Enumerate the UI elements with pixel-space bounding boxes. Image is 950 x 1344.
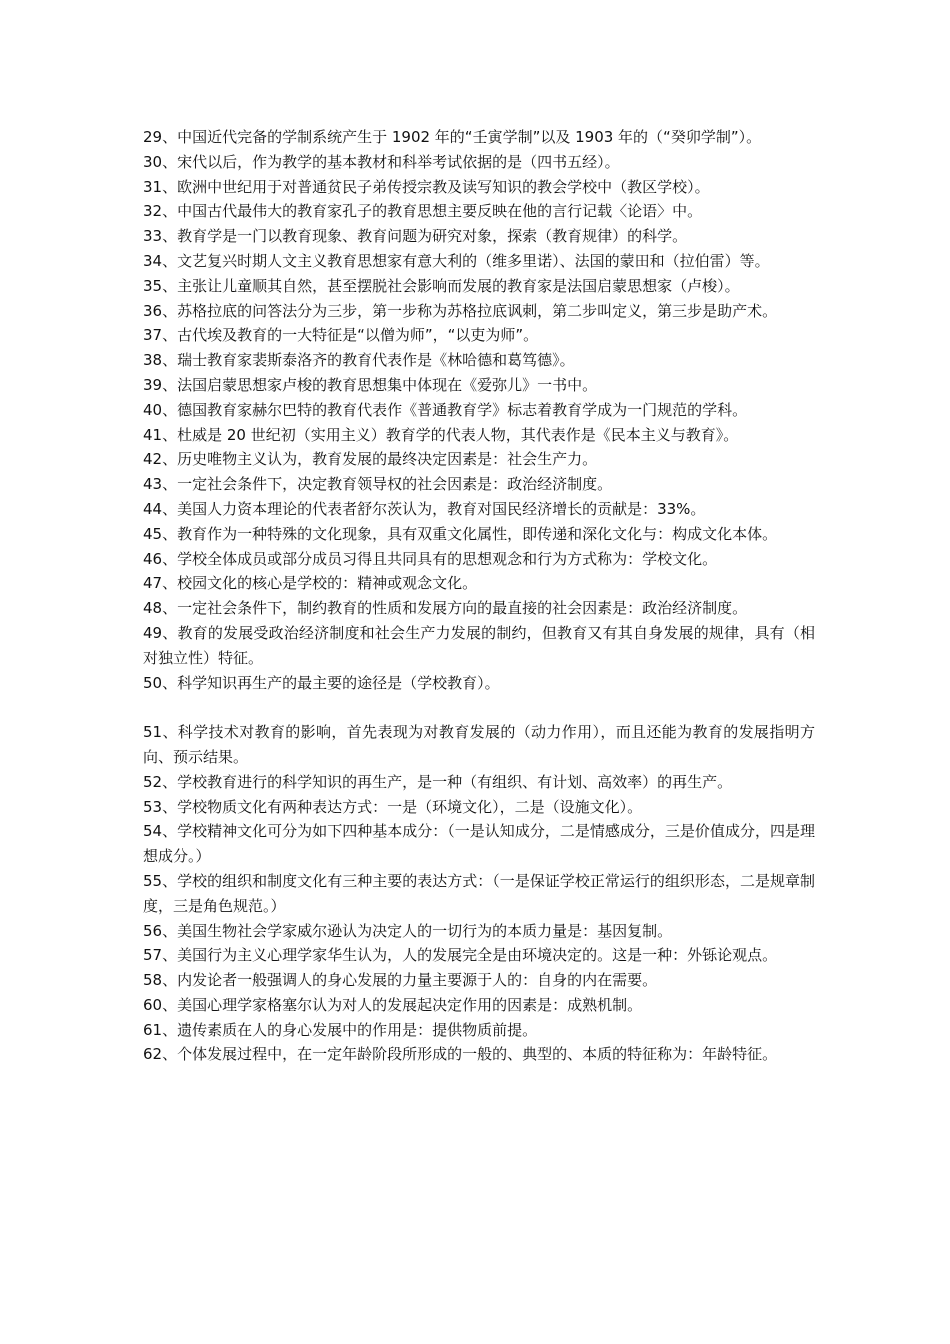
list-item: 61、遗传素质在人的身心发展中的作用是：提供物质前提。 <box>143 1020 538 1039</box>
list-item: 60、美国心理学家格塞尔认为对人的发展起决定作用的因素是：成熟机制。 <box>143 995 643 1014</box>
list-item: 53、学校物质文化有两种表达方式：一是（环境文化），二是（设施文化）。 <box>143 797 643 816</box>
list-item: 54、学校精神文化可分为如下四种基本成分：（一是认知成分，二是情感成分，三是价值成分，四是理想成分。） <box>143 822 815 866</box>
list-item: 35、主张让儿童顺其自然，甚至摆脱社会影响而发展的教育家是法国启蒙思想家（卢梭）。 <box>143 276 740 295</box>
list-item: 49、教育的发展受政治经济制度和社会生产力发展的制约，但教育又有其自身发展的规律，具有（相对独立性）特征。 <box>143 623 815 667</box>
list-item: 48、一定社会条件下，制约教育的性质和发展方向的最直接的社会因素是：政治经济制度。 <box>143 599 748 618</box>
list-item: 55、学校的组织和制度文化有三种主要的表达方式：（一是保证学校正常运行的组织形态，二是规章制度，三是角色规范。） <box>143 871 815 915</box>
list-part-a <box>143 125 815 695</box>
list-item: 39、法国启蒙思想家卢梭的教育思想集中体现在《爱弥儿》一书中。 <box>143 375 598 394</box>
list-part-b <box>143 720 815 1067</box>
list-item: 34、文艺复兴时期人文主义教育思想家有意大利的（维多里诺）、法国的蒙田和（拉伯雷）等。 <box>143 251 770 270</box>
list-item: 33、教育学是一门以教育现象、教育问题为研究对象，探索（教育规律）的科学。 <box>143 227 688 246</box>
list-item: 47、校园文化的核心是学校的：精神或观念文化。 <box>143 574 478 593</box>
list-item: 45、教育作为一种特殊的文化现象，具有双重文化属性，即传递和深化文化与：构成文化本体。 <box>143 524 778 543</box>
document-page <box>143 125 815 1067</box>
list-item: 50、科学知识再生产的最主要的途径是（学校教育）。 <box>143 673 500 692</box>
list-item: 62、个体发展过程中，在一定年龄阶段所形成的一般的、典型的、本质的特征称为：年龄特征。 <box>143 1045 778 1064</box>
list-item: 31、欧洲中世纪用于对普通贫民子弟传授宗教及读写知识的教会学校中（教区学校）。 <box>143 177 710 196</box>
list-item: 38、瑞士教育家裴斯泰洛齐的教育代表作是《林哈德和葛笃德》。 <box>143 351 575 370</box>
list-item: 42、历史唯物主义认为，教育发展的最终决定因素是：社会生产力。 <box>143 450 598 469</box>
list-item: 52、学校教育进行的科学知识的再生产，是一种（有组织、有计划、高效率）的再生产。 <box>143 772 733 791</box>
list-item: 56、美国生物社会学家威尔逊认为决定人的一切行为的本质力量是：基因复制。 <box>143 921 673 940</box>
list-item: 51、科学技术对教育的影响，首先表现为对教育发展的（动力作用），而且还能为教育的发展指明方向、预示结果。 <box>143 723 815 766</box>
list-item: 58、内发论者一般强调人的身心发展的力量主要源于人的：自身的内在需要。 <box>143 971 658 990</box>
list-item: 46、学校全体成员或部分成员习得且共同具有的思想观念和行为方式称为：学校文化。 <box>143 549 718 568</box>
list-item: 29、中国近代完备的学制系统产生于 1902 年的“壬寅学制”以及 1903 年的（“癸卯学制”）。 <box>143 128 762 146</box>
list-item: 40、德国教育家赫尔巴特的教育代表作《普通教育学》标志着教育学成为一门规范的学科。 <box>143 400 748 419</box>
list-item: 37、古代埃及教育的一大特征是“以僧为师”，“以吏为师”。 <box>143 326 539 345</box>
list-item: 30、宋代以后，作为教学的基本教材和科举考试依据的是（四书五经）。 <box>143 152 620 171</box>
list-item: 32、中国古代最伟大的教育家孔子的教育思想主要反映在他的言行记载〈论语〉中。 <box>143 202 703 221</box>
list-item: 36、苏格拉底的问答法分为三步，第一步称为苏格拉底讽刺，第二步叫定义，第三步是助产术。 <box>143 301 778 320</box>
list-item: 57、美国行为主义心理学家华生认为，人的发展完全是由环境决定的。这是一种：外铄论观点。 <box>143 946 778 965</box>
list-item: 41、杜威是 20 世纪初（实用主义）教育学的代表人物，其代表作是《民本主义与教育》。 <box>143 425 739 444</box>
section-spacer <box>143 695 815 720</box>
list-item: 44、美国人力资本理论的代表者舒尔茨认为，教育对国民经济增长的贡献是：33%。 <box>143 499 706 518</box>
list-item: 43、一定社会条件下，决定教育领导权的社会因素是：政治经济制度。 <box>143 475 613 494</box>
